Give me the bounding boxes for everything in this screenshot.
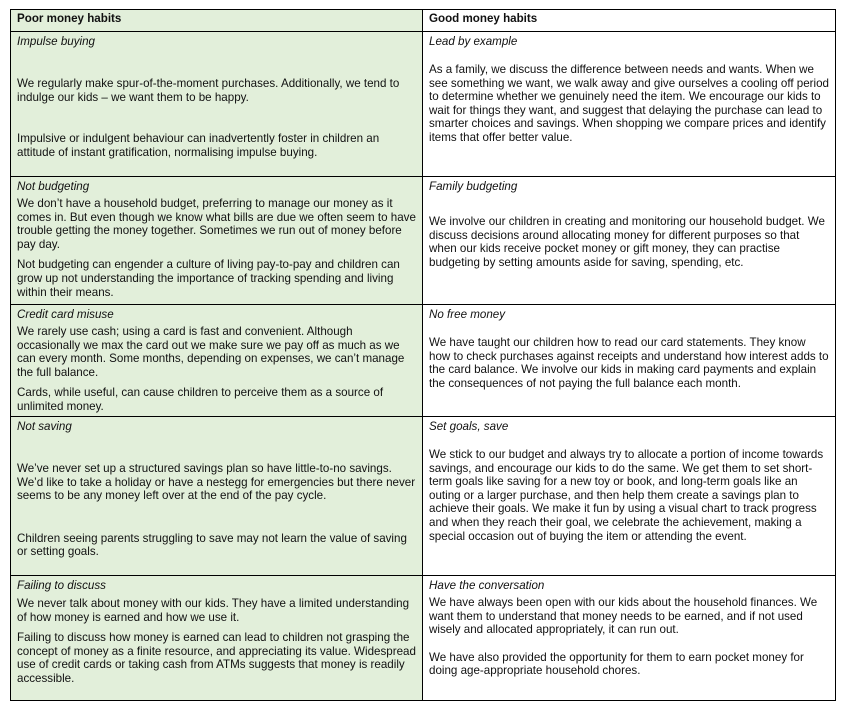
poor-cell bbox=[11, 305, 423, 417]
poor-note: Failing to discuss how money is earned can lead to children not grasping the concept of money as a finite resource, and appreciating its value. Widespread use of credit cards or taking cash from ATMs suggests that money is readily accessible. bbox=[17, 631, 416, 685]
header-poor: Poor money habits bbox=[11, 10, 423, 32]
poor-note: Not budgeting can engender a culture of living pay-to-pay and children can grow up not understanding the importance of tracking spending and living within their means. bbox=[17, 258, 400, 299]
poor-title: Not saving bbox=[17, 420, 72, 433]
good-cell bbox=[423, 177, 836, 305]
poor-text: We regularly make spur-of-the-moment purchases. Additionally, we tend to indulge our kids – we want them to be happy. bbox=[17, 77, 400, 104]
good-text: As a family, we discuss the difference between needs and wants. When we see something we want, we walk away and give ourselves a cooling off period to determine whether we genuinely need the item. We encourage our kids to wait for things they want, and suggest that delaying the purchase can lead to smarter choices and savings. When shopping we compare prices and identify items that offer better value. bbox=[429, 63, 829, 144]
good-title: Have the conversation bbox=[429, 579, 545, 592]
good-cell bbox=[423, 305, 836, 417]
poor-title: Credit card misuse bbox=[17, 308, 114, 321]
poor-text: We rarely use cash; using a card is fast and convenient. Although occasionally we max the card out we make sure we pay off as much as we can every month. Some months, depending on expenses, we can’t manage the full balance. bbox=[17, 325, 405, 379]
good-text: We have always been open with our kids about the household finances. We want them to understand that money needs to be earned, and if not used wisely and allocated appropriately, it can run out. bbox=[429, 596, 818, 637]
table-row bbox=[11, 305, 836, 417]
poor-cell bbox=[11, 32, 423, 177]
poor-text: We’ve never set up a structured savings plan so have little-to-no savings. We’d like to take a holiday or have a nestegg for emergencies but there never seems to be any money left over at the end of the pay cycle. bbox=[17, 462, 416, 503]
poor-title: Not budgeting bbox=[17, 180, 90, 193]
poor-cell bbox=[11, 576, 423, 701]
good-text: We stick to our budget and always try to allocate a portion of income towards savings, and encourage our kids to do the same. We get them to set short-term goals like saving for a new toy or book, and long-term goals like an outing or a larger purchase, and then help them create a savings plan to achieve their goals. We make it fun by using a visual chart to track progress and when they reach their goal, we celebrate the achievement, making a special occasion out of buying the item or attending the event. bbox=[429, 448, 824, 543]
good-note: We have also provided the opportunity for them to earn pocket money for doing age-appropriate household chores. bbox=[429, 650, 804, 678]
good-text: We have taught our children how to read our card statements. They know how to check purchases against receipts and understand how interest adds to the card balance. We involve our kids in making card payments and explain the consequences of not paying the full balance each month. bbox=[429, 336, 829, 390]
poor-text: We never talk about money with our kids. They have a limited understanding of how money is earned and how we use it. bbox=[17, 597, 410, 624]
poor-note: Cards, while useful, can cause children to perceive them as a source of unlimited money. bbox=[17, 386, 384, 413]
table-row bbox=[11, 576, 836, 701]
header-good: Good money habits bbox=[423, 10, 836, 32]
good-title: Set goals, save bbox=[429, 420, 509, 433]
poor-note: Children seeing parents struggling to save may not learn the value of saving or setting goals. bbox=[17, 531, 407, 559]
table-row bbox=[11, 417, 836, 576]
good-cell bbox=[423, 32, 836, 177]
good-title: Family budgeting bbox=[429, 180, 518, 193]
good-title: Lead by example bbox=[429, 35, 518, 48]
poor-cell bbox=[11, 417, 423, 576]
poor-note: Impulsive or indulgent behaviour can inadvertently foster in children an attitude of instant gratification, normalising impulse buying. bbox=[17, 132, 380, 159]
poor-cell bbox=[11, 177, 423, 305]
good-text: We involve our children in creating and monitoring our household budget. We discuss decisions around allocating money for different purposes so that when our kids receive pocket money or gift money, they can practise budgeting by setting amounts aside for saving, spending, etc. bbox=[429, 215, 825, 269]
money-habits-table bbox=[10, 9, 836, 701]
good-title: No free money bbox=[429, 308, 506, 321]
good-cell bbox=[423, 417, 836, 576]
poor-title: Failing to discuss bbox=[17, 579, 106, 592]
good-cell bbox=[423, 576, 836, 701]
table-row bbox=[11, 177, 836, 305]
poor-text: We don’t have a household budget, preferring to manage our money as it comes in. But even though we know what bills are due we often seem to have trouble getting the money together. Sometimes we run out of money before pay day. bbox=[17, 197, 416, 251]
header-row bbox=[11, 10, 836, 32]
table-row bbox=[11, 32, 836, 177]
poor-title: Impulse buying bbox=[17, 35, 95, 48]
